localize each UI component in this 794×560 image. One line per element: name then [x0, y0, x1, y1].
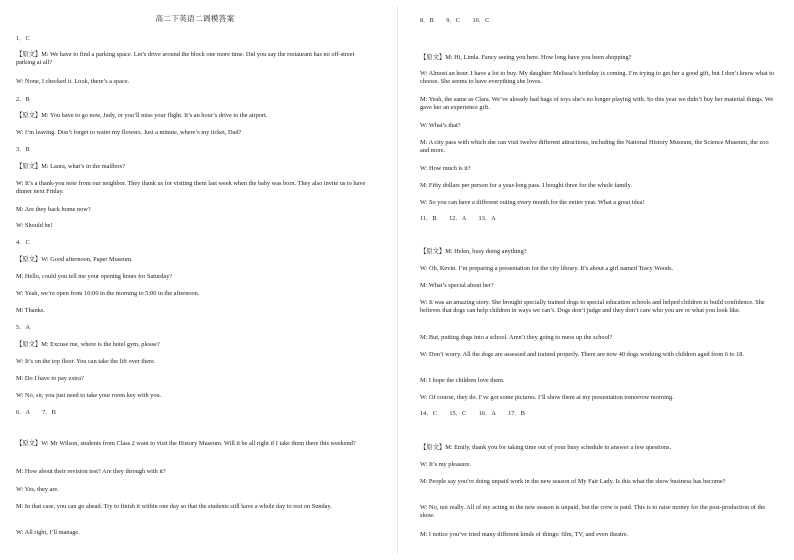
transcript-line: W: Yes, they are.	[16, 486, 59, 493]
transcript-line: M: How about their revision test? Are they through with it?	[16, 468, 166, 475]
transcript-line: M: A city pass with which she can visit twelve different attractions, including the National History Museum, the Science Museum, the zoo and more.	[420, 139, 769, 155]
answer-line: 4．C	[16, 239, 30, 246]
transcript-line: M: Yeah, the same as Clara. We’ve already had bags of toys she’s no longer playing with. So this year we didn’t buy her material things. We gave her an experience gift.	[420, 96, 774, 112]
transcript-line: 【原文】W: Good afternoon, Paper Museum.	[16, 256, 133, 263]
answer-line: 8．B 9．C 10．C	[420, 17, 490, 24]
transcript-line: M: What’s special about her?	[420, 282, 494, 289]
transcript-line: 【原文】M: Laura, what’s in the mailbox?	[16, 163, 126, 170]
transcript-line: 【原文】M: We have to find a parking space. Let’s drive around the block one more time. Did you say the restaurant has no off-street parking at all?	[16, 51, 355, 67]
answer-line: 2．B	[16, 96, 30, 103]
transcript-line: W: It’s my pleasure.	[420, 461, 471, 468]
transcript-line: W: Of course, they do. I’ve got some pictures. I’ll show them at my presentation tomorrow morning.	[420, 394, 674, 401]
transcript-line: M: Are they back home now?	[16, 206, 91, 213]
transcript-line: W: It’s a thank-you note from our neighbor. They thank us for visiting them last week when the baby was born. They also invite us to have dinner next Friday.	[16, 180, 366, 196]
transcript-line: 【原文】M: Hi, Linda. Fancy seeing you here. How long have you been shopping?	[420, 54, 632, 61]
answer-line: 1．C	[16, 35, 30, 42]
transcript-line: M: People say you’re doing unpaid work in the new season of My Fair Lady. Is this what the show business has become?	[420, 478, 726, 485]
transcript-line: M: Do I have to pay extra?	[16, 375, 84, 382]
transcript-line: M: In that case, you can go ahead. Try to finish it within one day so that the students still have a whole day to rest on Sunday.	[16, 503, 332, 510]
transcript-line: M: I notice you’ve tried many different kinds of things: film, TV, and even theatre.	[420, 531, 629, 538]
transcript-line: W: I’m leaving. Don’t forget to water my flowers. Just a minute, where’s my ticket, Dad?	[16, 129, 242, 136]
answer-line: 6．A 7．B	[16, 409, 56, 416]
answer-line: 5．A	[16, 324, 30, 331]
transcript-line: W: It was an amazing story. She brought specially trained dogs to special education schools and helped children to build confidence. She believes that dogs can help children in ways we can’t. Dogs don’t judge and they don’t care who you are or what you look like.	[420, 299, 765, 315]
transcript-line: W: What’s that?	[420, 122, 461, 129]
transcript-line: W: No, sir, you just need to take your room key with you.	[16, 392, 162, 399]
answer-line: 11．B 12．A 13．A	[420, 215, 496, 222]
transcript-line: W: It’s on the top floor. You can take the lift over there.	[16, 358, 156, 365]
transcript-line: W: How much is it?	[420, 165, 471, 172]
transcript-line: W: Should be!	[16, 222, 53, 229]
transcript-line: W: Almost an hour. I have a lot to buy. My daughter Melissa’s birthday is coming. I’m trying to get her a good gift, but I don’t know what to choose. She seems to have everything she loves.	[420, 70, 775, 86]
page-title: 高二下英语二调模答案	[155, 14, 235, 23]
transcript-line: W: All right, I’ll manage.	[16, 529, 80, 536]
transcript-line: W: None, I checked it. Look, there’s a space.	[16, 78, 130, 85]
transcript-line: 【原文】W: Mr Wilson, students from Class 2 want to visit the History Museum. Will it be all right if I take them there this weekend?	[16, 440, 356, 447]
transcript-line: M: Fifty dollars per person for a year-long pass. I bought three for the whole family.	[420, 182, 632, 189]
transcript-line: W: Oh, Kevin. I’m preparing a presentation for the city library. It’s about a girl named Tracy Woods.	[420, 265, 674, 272]
transcript-line: M: But, putting dogs into a school. Aren’t they going to mess up the school?	[420, 334, 613, 341]
transcript-line: 【原文】M: Helen, busy doing anything?	[420, 248, 527, 255]
transcript-line: 【原文】M: Emily, thank you for taking time out of your busy schedule to answer a few questions.	[420, 444, 672, 451]
transcript-line: W: So you can have a different outing every month for the entire year. What a great idea!	[420, 199, 645, 206]
transcript-line: M: Thanks.	[16, 307, 45, 314]
transcript-line: M: I hope the children love them.	[420, 377, 505, 384]
answer-line: 14．C 15．C 16．A 17．B	[420, 410, 525, 417]
transcript-line: M: Hello, could you tell me your opening hours for Saturday?	[16, 273, 173, 280]
transcript-line: 【原文】M: You have to go now, Judy, or you’ll miss your flight. It’s an hour’s drive to the airport.	[16, 112, 268, 119]
column-divider	[397, 6, 398, 554]
transcript-line: W: No, not really. All of my acting in the new season is unpaid, but the crew is paid. This is to raise money for the post-production of the show.	[420, 504, 766, 520]
transcript-line: W: Don’t worry. All the dogs are assessed and trained properly. There are now 40 dogs working with children aged from 6 to 18.	[420, 351, 744, 358]
transcript-line: 【原文】M: Excuse me, where is the hotel gym, please?	[16, 341, 160, 348]
transcript-line: W: Yeah, we’re open from 10:00 in the morning to 5:00 in the afternoon.	[16, 290, 200, 297]
answer-line: 3．B	[16, 146, 30, 153]
